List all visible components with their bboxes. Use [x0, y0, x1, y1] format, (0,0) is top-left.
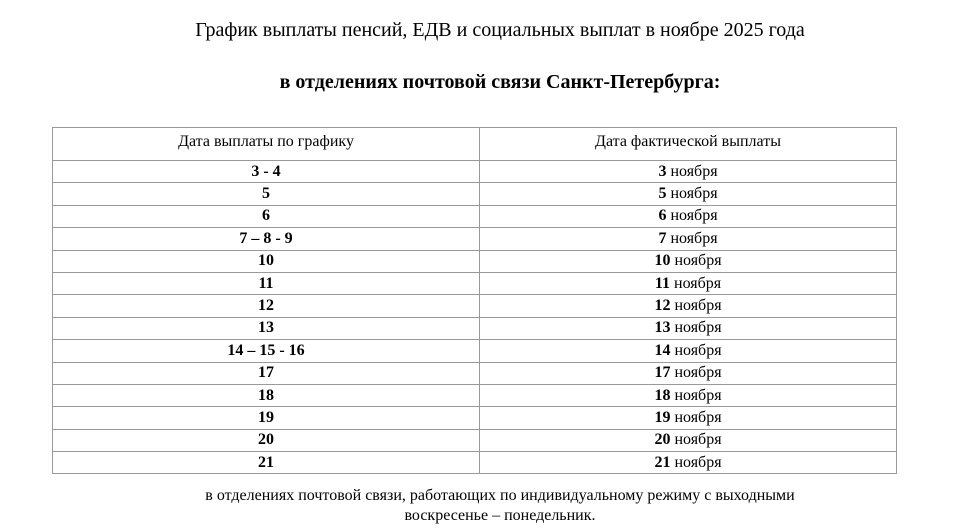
actual-month-word: ноября — [670, 207, 718, 225]
header-scheduled-date: Дата выплаты по графику — [53, 128, 480, 161]
scheduled-date-cell: 6 — [53, 205, 480, 227]
actual-day-number: 20 — [654, 431, 671, 449]
table-row — [53, 272, 897, 294]
footnote — [0, 486, 977, 526]
actual-date-cell — [480, 205, 897, 227]
scheduled-date-cell: 12 — [53, 295, 480, 317]
actual-date-cell — [480, 161, 897, 183]
actual-date-cell — [480, 384, 897, 406]
table-row — [53, 362, 897, 384]
actual-month-word: ноября — [674, 364, 722, 382]
scheduled-date-cell: 5 — [53, 183, 480, 205]
actual-month-word: ноября — [674, 431, 722, 449]
actual-month-word: ноября — [674, 408, 722, 426]
actual-date-cell — [480, 407, 897, 429]
header-actual-date: Дата фактической выплаты — [480, 128, 897, 161]
actual-date-cell — [480, 340, 897, 362]
actual-month-word: ноября — [670, 185, 718, 203]
actual-day-number: 17 — [654, 364, 671, 382]
actual-day-number: 6 — [658, 207, 667, 225]
scheduled-date-cell: 20 — [53, 429, 480, 451]
actual-date-cell — [480, 317, 897, 339]
table-row — [53, 407, 897, 429]
table-row — [53, 228, 897, 250]
scheduled-date-cell: 7 – 8 - 9 — [53, 228, 480, 250]
actual-month-word: ноября — [674, 319, 722, 337]
actual-day-number: 13 — [654, 319, 671, 337]
actual-day-number: 18 — [654, 386, 671, 404]
scheduled-date-cell: 18 — [53, 384, 480, 406]
actual-date-cell — [480, 295, 897, 317]
table-row — [53, 205, 897, 227]
actual-day-number: 10 — [654, 252, 671, 270]
footnote-line-1: в отделениях почтовой связи, работающих по индивидуальному режиму с выходными — [205, 487, 795, 504]
footnote-line-2: воскресенье – понедельник. — [404, 507, 596, 524]
actual-month-word: ноября — [674, 252, 722, 270]
scheduled-date-cell: 10 — [53, 250, 480, 272]
actual-day-number: 5 — [658, 185, 667, 203]
table-row — [53, 317, 897, 339]
actual-date-cell — [480, 228, 897, 250]
actual-day-number: 11 — [654, 274, 670, 292]
table-row — [53, 384, 897, 406]
table-row — [53, 340, 897, 362]
actual-day-number: 19 — [654, 408, 671, 426]
scheduled-date-cell: 11 — [53, 272, 480, 294]
scheduled-date-cell: 14 – 15 - 16 — [53, 340, 480, 362]
actual-day-number: 3 — [658, 162, 667, 180]
table-row — [53, 429, 897, 451]
actual-date-cell — [480, 272, 897, 294]
scheduled-date-cell: 19 — [53, 407, 480, 429]
actual-day-number: 21 — [654, 453, 671, 471]
actual-date-cell — [480, 362, 897, 384]
actual-month-word: ноября — [674, 386, 722, 404]
table-header-row — [53, 128, 897, 161]
actual-date-cell — [480, 250, 897, 272]
actual-month-word: ноября — [674, 297, 722, 315]
scheduled-date-cell: 17 — [53, 362, 480, 384]
table-row — [53, 452, 897, 474]
table-row — [53, 295, 897, 317]
table-body — [53, 161, 897, 474]
scheduled-date-cell: 3 - 4 — [53, 161, 480, 183]
actual-month-word: ноября — [670, 229, 718, 247]
table-row — [53, 250, 897, 272]
actual-date-cell — [480, 183, 897, 205]
scheduled-date-cell: 21 — [53, 452, 480, 474]
actual-day-number: 14 — [654, 341, 671, 359]
actual-date-cell — [480, 452, 897, 474]
actual-month-word: ноября — [674, 341, 722, 359]
actual-date-cell — [480, 429, 897, 451]
payment-schedule-table — [52, 127, 897, 474]
actual-month-word: ноября — [674, 274, 722, 292]
table-row — [53, 183, 897, 205]
actual-day-number: 7 — [658, 229, 667, 247]
scheduled-date-cell: 13 — [53, 317, 480, 339]
actual-month-word: ноября — [670, 162, 718, 180]
document-subtitle: в отделениях почтовой связи Санкт-Петербурга: — [279, 71, 721, 93]
table-row — [53, 161, 897, 183]
actual-day-number: 12 — [654, 297, 671, 315]
document-title: График выплаты пенсий, ЕДВ и социальных выплат в ноябре 2025 года — [195, 19, 805, 41]
actual-month-word: ноября — [674, 453, 722, 471]
